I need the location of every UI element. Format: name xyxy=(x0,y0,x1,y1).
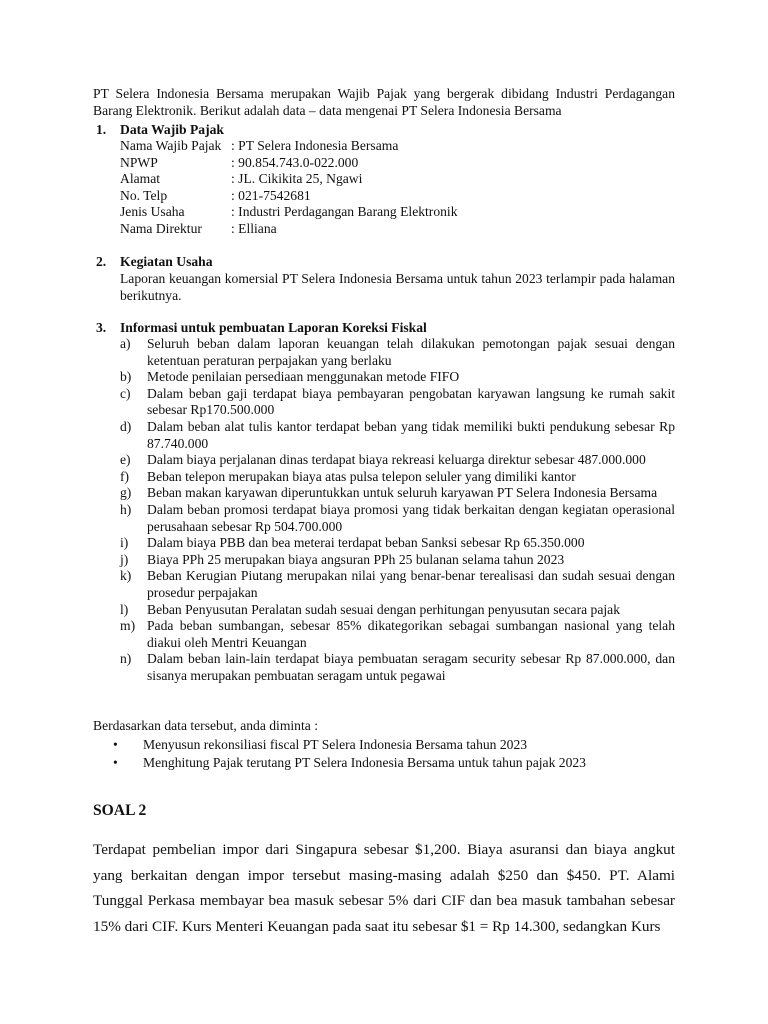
bullet-icon: • xyxy=(113,754,118,770)
list-item-letter: a) xyxy=(120,336,131,351)
list-item-text: Pada beban sumbangan, sebesar 85% dikategorikan sebagai sumbangan nasional yang telah diakui oleh Mentri Keuangan xyxy=(147,618,675,650)
list-item xyxy=(120,485,675,502)
request-bullet-list xyxy=(113,736,675,771)
data-key: Nama Wajib Pajak xyxy=(120,138,222,153)
list-item-letter: h) xyxy=(120,501,132,517)
list-item-letter: i) xyxy=(120,535,129,551)
data-value: : 90.854.743.0-022.000 xyxy=(231,154,359,170)
data-key: NPWP xyxy=(120,154,158,170)
data-value: : Elliana xyxy=(231,220,277,236)
list-item-text: Dalam beban alat tulis kantor terdapat beban yang tidak memiliki bukti pendukung sebesar Rp 87.740.000 xyxy=(147,418,675,451)
section-body: Laporan keuangan komersial PT Selera Indonesia Bersama untuk tahun 2023 terlampir pada halaman berikutnya. xyxy=(120,271,675,303)
list-item xyxy=(120,469,675,486)
section-title: Data Wajib Pajak xyxy=(120,122,224,137)
list-item xyxy=(120,386,675,419)
data-value: : Industri Perdagangan Barang Elektronik xyxy=(231,204,458,219)
section-number: 2. xyxy=(96,254,107,269)
list-item xyxy=(120,602,675,619)
bullet-item xyxy=(113,754,675,772)
list-item-letter: c) xyxy=(120,385,131,401)
list-item xyxy=(120,452,675,469)
taxpayer-data-table xyxy=(120,138,675,237)
data-row xyxy=(120,204,675,221)
list-item-text: Dalam biaya perjalanan dinas terdapat biaya rekreasi keluarga direktur sebesar 487.000.000 xyxy=(147,452,646,468)
request-lead: Berdasarkan data tersebut, anda diminta : xyxy=(93,718,318,733)
section-kegiatan-usaha xyxy=(93,253,675,304)
section-informasi-koreksi-fiskal xyxy=(93,319,675,684)
list-item-text: Seluruh beban dalam laporan keuangan telah dilakukan pemotongan pajak sesuai dengan ketentuan peraturan perpajakan yang berlaku xyxy=(147,336,675,368)
list-item xyxy=(120,651,675,684)
list-item xyxy=(120,502,675,535)
bullet-icon: • xyxy=(113,737,118,752)
list-item-letter: n) xyxy=(120,651,132,667)
list-item xyxy=(120,336,675,369)
list-item xyxy=(120,552,675,569)
list-item-letter: l) xyxy=(120,601,129,617)
data-row xyxy=(120,155,675,172)
assignment-request xyxy=(93,717,675,771)
list-item-letter: d) xyxy=(120,418,132,434)
list-item-text: Beban makan karyawan diperuntukkan untuk seluruh karyawan PT Selera Indonesia Bersama xyxy=(147,485,658,501)
section-heading xyxy=(93,319,675,336)
list-item xyxy=(120,419,675,452)
data-value: : PT Selera Indonesia Bersama xyxy=(231,138,399,153)
list-item-text: Dalam beban gaji terdapat biaya pembayaran pengobatan karyawan langsung ke rumah sakit sebesar Rp170.500.000 xyxy=(147,385,675,418)
soal-2-heading: SOAL 2 xyxy=(93,802,147,819)
intro-paragraph: PT Selera Indonesia Bersama merupakan Wajib Pajak yang bergerak dibidang Industri Perdagangan Barang Elektronik. Berikut adalah data – data mengenai PT Selera Indonesia Bersama xyxy=(93,86,675,118)
section-heading xyxy=(93,253,675,270)
list-item-letter: b) xyxy=(120,369,132,385)
section-number: 3. xyxy=(96,320,107,335)
list-item-text: Dalam biaya PBB dan bea meterai terdapat beban Sanksi sebesar Rp 65.350.000 xyxy=(147,535,585,551)
section-number: 1. xyxy=(96,122,107,137)
data-key: Nama Direktur xyxy=(120,220,202,236)
list-item-text: Dalam beban promosi terdapat biaya promosi yang tidak berkaitan dengan kegiatan operasional perusahaan sebesar Rp 504.700.000 xyxy=(147,501,675,534)
section-title: Kegiatan Usaha xyxy=(120,254,213,269)
data-row xyxy=(120,188,675,205)
data-key: No. Telp xyxy=(120,187,168,203)
section-heading xyxy=(93,121,675,138)
list-item-text: Dalam beban lain-lain terdapat biaya pembuatan seragam security sebesar Rp 87.000.000, dan sisanya merupakan pembuatan seragam untuk pegawai xyxy=(147,651,675,683)
list-item xyxy=(120,535,675,552)
list-item-text: Metode penilaian persediaan menggunakan metode FIFO xyxy=(147,369,460,385)
list-item xyxy=(120,618,675,651)
bullet-item xyxy=(113,736,675,754)
data-value: : 021-7542681 xyxy=(231,187,311,203)
data-row xyxy=(120,138,675,155)
list-item xyxy=(120,568,675,601)
fiscal-info-list xyxy=(120,336,675,684)
list-item-text: Beban telepon merupakan biaya atas pulsa telepon seluler yang dimiliki kantor xyxy=(147,468,576,484)
data-key: Alamat xyxy=(120,171,161,186)
list-item-letter: k) xyxy=(120,568,132,584)
list-item-text: Beban Kerugian Piutang merupakan nilai yang benar-benar terealisasi dan sudah sesuai dengan prosedur perpajakan xyxy=(147,568,675,600)
list-item-letter: e) xyxy=(120,452,131,468)
data-value: : JL. Cikikita 25, Ngawi xyxy=(231,171,363,186)
list-item-letter: g) xyxy=(120,485,132,501)
bullet-text: Menyusun rekonsiliasi fiscal PT Selera Indonesia Bersama tahun 2023 xyxy=(143,737,528,752)
bullet-text: Menghitung Pajak terutang PT Selera Indonesia Bersama untuk tahun pajak 2023 xyxy=(143,754,586,770)
list-item-letter: j) xyxy=(120,551,129,567)
data-key: Jenis Usaha xyxy=(120,204,185,219)
list-item-letter: f) xyxy=(120,468,130,484)
data-row xyxy=(120,221,675,238)
soal-2-paragraph: Terdapat pembelian impor dari Singapura sebesar $1,200. Biaya asuransi dan biaya angkut yang berkaitan dengan impor tersebut masing-masing adalah $250 dan $450. PT. Alami Tunggal Perkasa membayar bea masuk sebesar 5% dari CIF dan bea masuk tambahan sebesar 15% dari CIF. Kurs Menteri Keuangan pada saat itu sebesar $1 = Rp 14.300, sedangkan Kurs xyxy=(93,841,675,936)
section-title: Informasi untuk pembuatan Laporan Koreksi Fiskal xyxy=(120,320,427,335)
list-item xyxy=(120,369,675,386)
section-data-wajib-pajak xyxy=(93,121,675,237)
list-item-text: Biaya PPh 25 merupakan biaya angsuran PPh 25 bulanan selama tahun 2023 xyxy=(147,551,565,567)
list-item-letter: m) xyxy=(120,618,136,634)
data-row xyxy=(120,171,675,188)
list-item-text: Beban Penyusutan Peralatan sudah sesuai dengan perhitungan penyusutan secara pajak xyxy=(147,601,620,617)
